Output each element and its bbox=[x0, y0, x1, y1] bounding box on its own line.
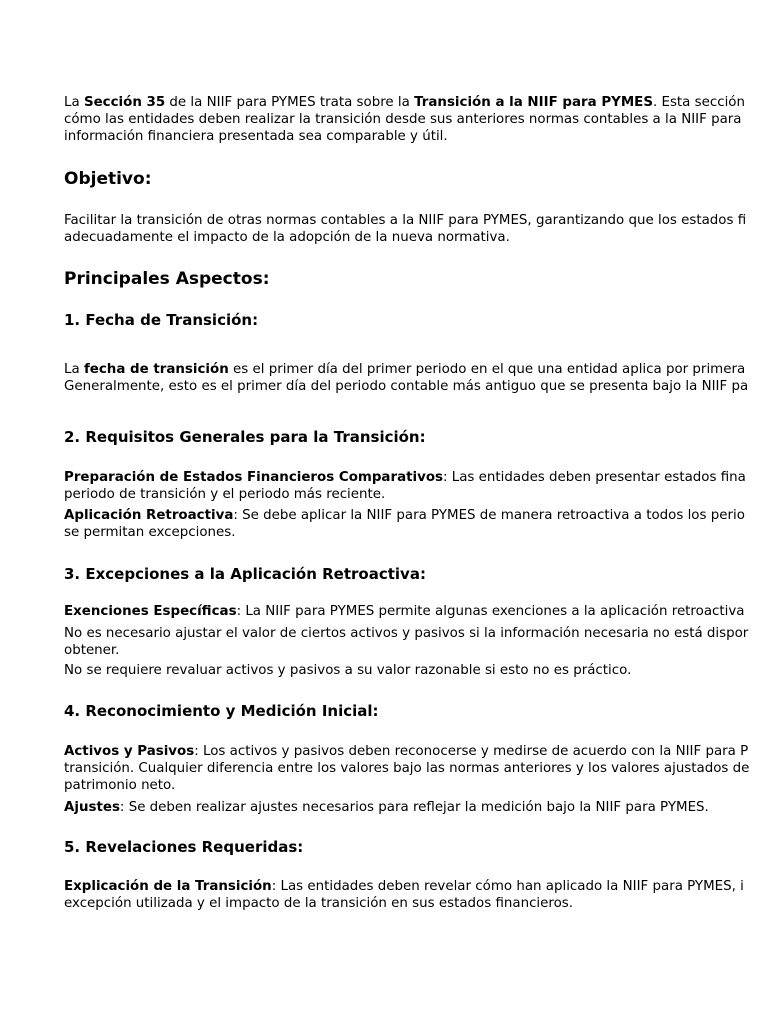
excepciones-p3: No se requiere revaluar activos y pasivos a su valor razonable si esto no es práctico. bbox=[64, 663, 632, 678]
reconocimiento-p1-line-1 bbox=[64, 744, 748, 761]
intro-text: . Esta sección bbox=[652, 95, 745, 110]
excepciones-p2-line-1: No es necesario ajustar el valor de ciertos activos y pasivos si la información necesaria no está dispor bbox=[64, 626, 749, 641]
intro-text: La bbox=[64, 95, 84, 110]
revelaciones-p1-line-2: excepción utilizada y el impacto de la transición en sus estados financieros. bbox=[64, 896, 574, 911]
revelaciones-heading: 5. Revelaciones Requeridas: bbox=[64, 838, 304, 856]
objetivo-line-1: Facilitar la transición de otras normas contables a la NIIF para PYMES, garantizando que los estados fi bbox=[64, 213, 747, 228]
requisitos-term-bold: Aplicación Retroactiva bbox=[64, 508, 234, 523]
excepciones-term-bold: Exenciones Específicas bbox=[64, 604, 237, 619]
objetivo-heading: Objetivo: bbox=[64, 169, 152, 189]
requisitos-text: : Las entidades deben presentar estados fina bbox=[443, 470, 746, 485]
requisitos-p2-line-1 bbox=[64, 508, 745, 525]
fecha-heading: 1. Fecha de Transición: bbox=[64, 311, 259, 329]
excepciones-text: : La NIIF para PYMES permite algunas exenciones a la aplicación retroactiva bbox=[236, 604, 745, 619]
intro-line-2: cómo las entidades deben realizar la transición desde sus anteriores normas contables a la NIIF para bbox=[64, 112, 742, 127]
reconocimiento-heading: 4. Reconocimiento y Medición Inicial: bbox=[64, 702, 379, 720]
objetivo-line-2: adecuadamente el impacto de la adopción de la nueva normativa. bbox=[64, 230, 510, 245]
requisitos-heading: 2. Requisitos Generales para la Transición: bbox=[64, 428, 426, 446]
revelaciones-p1-line-1 bbox=[64, 879, 744, 896]
revelaciones-text: : Las entidades deben revelar cómo han aplicado la NIIF para PYMES, i bbox=[271, 879, 744, 894]
transition-title-bold: Transición a la NIIF para PYMES bbox=[414, 95, 653, 110]
requisitos-p2-line-2: se permitan excepciones. bbox=[64, 525, 236, 540]
revelaciones-term-bold: Explicación de la Transición bbox=[64, 879, 272, 894]
requisitos-term-bold: Preparación de Estados Financieros Comparativos bbox=[64, 470, 443, 485]
document-page bbox=[64, 0, 768, 1024]
reconocimiento-text: : Los activos y pasivos deben reconocerse y medirse de acuerdo con la NIIF para P bbox=[194, 744, 749, 759]
section-number-bold: Sección 35 bbox=[83, 95, 166, 110]
intro-line-3: información financiera presentada sea comparable y útil. bbox=[64, 129, 448, 144]
excepciones-p2-line-2: obtener. bbox=[64, 643, 120, 658]
requisitos-p1-line-1 bbox=[64, 470, 746, 487]
fecha-text: es el primer día del primer periodo en el que una entidad aplica por primera bbox=[228, 362, 746, 377]
fecha-text: La bbox=[64, 362, 84, 377]
fecha-line-2: Generalmente, esto es el primer día del periodo contable más antiguo que se presenta bajo la NIIF pa bbox=[64, 379, 749, 394]
principales-heading: Principales Aspectos: bbox=[64, 269, 270, 289]
reconocimiento-p2 bbox=[64, 800, 709, 817]
reconocimiento-text: : Se deben realizar ajustes necesarios para reflejar la medición bajo la NIIF para PYMES. bbox=[119, 800, 709, 815]
reconocimiento-p1-line-3: patrimonio neto. bbox=[64, 778, 176, 793]
requisitos-text: : Se debe aplicar la NIIF para PYMES de manera retroactiva a todos los perio bbox=[233, 508, 745, 523]
excepciones-heading: 3. Excepciones a la Aplicación Retroactiva: bbox=[64, 565, 426, 583]
fecha-term-bold: fecha de transición bbox=[83, 362, 229, 377]
intro-text: de la NIIF para PYMES trata sobre la bbox=[165, 95, 415, 110]
fecha-line-1 bbox=[64, 362, 745, 379]
excepciones-p1 bbox=[64, 604, 745, 621]
requisitos-p1-line-2: periodo de transición y el periodo más reciente. bbox=[64, 487, 386, 502]
reconocimiento-term-bold: Ajustes bbox=[64, 800, 120, 815]
intro-line-1 bbox=[64, 95, 745, 112]
reconocimiento-p1-line-2: transición. Cualquier diferencia entre los valores bajo las normas anteriores y los valores ajustados de bbox=[64, 761, 750, 776]
reconocimiento-term-bold: Activos y Pasivos bbox=[64, 744, 195, 759]
